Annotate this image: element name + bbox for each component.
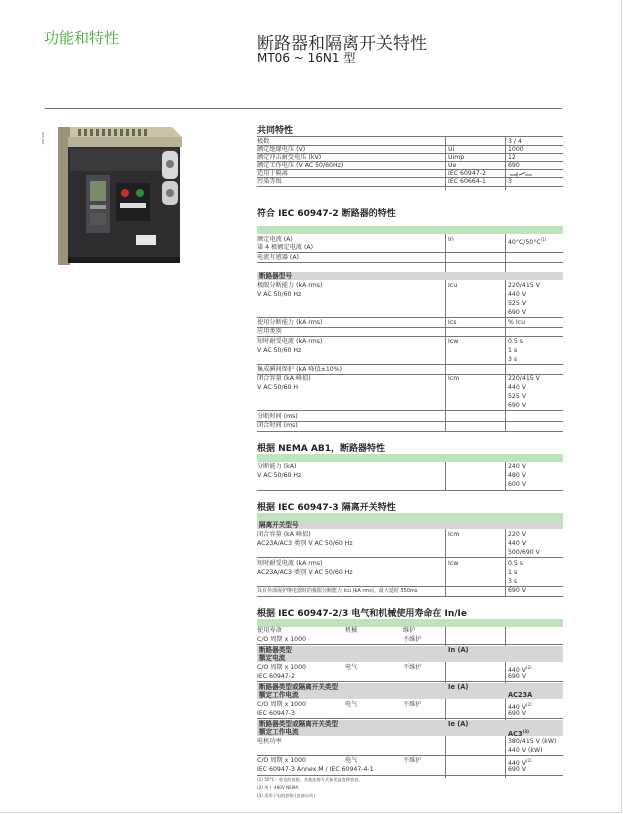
header-band bbox=[257, 226, 563, 234]
rule bbox=[257, 755, 563, 756]
iec2-heading: 符合 IEC 60947-2 断路器的特性 bbox=[257, 209, 396, 219]
row-symbol: Ue bbox=[448, 162, 457, 169]
co-cycles-label: C/O 周期 x 1000 bbox=[257, 701, 306, 708]
icw-value: 0.5 s bbox=[508, 560, 524, 567]
ext-relay-value: 690 V bbox=[508, 587, 527, 594]
header-rule bbox=[45, 108, 562, 109]
standard-label: IEC 60947-3 bbox=[257, 710, 295, 717]
nema-value: 240 V bbox=[508, 463, 527, 470]
icw-value: 3 s bbox=[508, 578, 518, 585]
rule bbox=[257, 718, 563, 719]
ac3-label: AC3$^{(3)}$ bbox=[508, 729, 529, 739]
co-cycles-label: C/O 周期 x 1000 bbox=[257, 664, 306, 671]
cb-sw-type-label: 断路器类型或隔离开关类型 bbox=[259, 720, 339, 728]
icu-sub: V AC 50/60 Hz bbox=[257, 291, 302, 298]
rule bbox=[257, 490, 563, 491]
icm-symbol: Icm bbox=[448, 375, 460, 382]
type-band bbox=[257, 646, 563, 662]
icm-symbol: Icm bbox=[448, 531, 460, 538]
col-rule bbox=[445, 462, 446, 491]
co-cycles-label: C/O 周期 x 1000 bbox=[257, 636, 306, 643]
voltage-value: 440 $V^{(2)}$ bbox=[508, 758, 532, 768]
icm-value: 440 V bbox=[508, 384, 527, 391]
ics-value: % Icu bbox=[508, 319, 525, 326]
icm-value: 440 V bbox=[508, 540, 527, 547]
no-maint-label: 不维护 bbox=[403, 757, 422, 764]
icm-sub: AC23A/AC3 类别 V AC 50/60 Hz bbox=[257, 540, 353, 547]
fourth-pole-label: 第 4 极额定电流 (A) bbox=[257, 244, 314, 251]
nema-label: 分断能力 (kA) bbox=[257, 463, 297, 470]
in-symbol: In bbox=[448, 236, 454, 243]
inst-label: 集成瞬间保护 (kA 峰值±10%) bbox=[257, 366, 343, 373]
icw-label: 短时耐受电流 (kA rms) bbox=[257, 338, 323, 345]
rule bbox=[257, 364, 563, 365]
icw-value: 1 s bbox=[508, 347, 518, 354]
row-label: 极数 bbox=[257, 138, 270, 145]
icm-value: 220 V bbox=[508, 531, 527, 538]
col-rule bbox=[505, 462, 506, 491]
circuit-breaker-photo bbox=[50, 123, 190, 268]
mech-label: 机械 bbox=[345, 627, 358, 634]
rule bbox=[257, 421, 563, 422]
rule bbox=[257, 327, 563, 328]
rule bbox=[257, 775, 563, 776]
type-heading: 断路器型号 bbox=[259, 272, 292, 280]
row-value: 1000 bbox=[508, 146, 524, 153]
rule bbox=[257, 169, 563, 170]
icw-symbol: Icw bbox=[448, 560, 459, 567]
icw-value: 3 s bbox=[508, 356, 518, 363]
voltage-value: 440 $V^{(2)}$ bbox=[508, 665, 532, 675]
no-maint-label: 不维护 bbox=[403, 636, 422, 643]
footnote: (2) 用于 480V NEMA bbox=[257, 785, 299, 790]
category-label: 应用类别 bbox=[257, 328, 282, 335]
power-value: 440 V (kW) bbox=[508, 747, 543, 754]
icw-sub: AC23A/AC3 类别 V AC 50/60 Hz bbox=[257, 569, 353, 576]
icm-value: 525 V bbox=[508, 393, 527, 400]
voltage-value: 440 $V^{(2)}$ bbox=[508, 702, 532, 712]
row-value: 690 bbox=[508, 162, 520, 169]
co-cycles-label: C/O 周期 x 1000 bbox=[257, 757, 306, 764]
col-rule bbox=[505, 234, 506, 432]
rule bbox=[257, 317, 563, 318]
icw-label: 短时耐受电流 (kA rms) bbox=[257, 560, 323, 567]
rule bbox=[257, 252, 563, 253]
common-heading: 共同特性 bbox=[257, 126, 294, 136]
cb-type-label: 断路器类型 bbox=[259, 646, 292, 654]
motor-power-label: 电机功率 bbox=[257, 738, 282, 745]
elec-label: 电气 bbox=[345, 664, 358, 671]
page-subtitle: MT06 ~ 16N1 型 bbox=[257, 51, 356, 65]
nema-value: 600 V bbox=[508, 481, 527, 488]
icu-value: 690 V bbox=[508, 309, 527, 316]
standard-label: IEC 60947-3 Annex M / IEC 60947-4-1 bbox=[257, 766, 374, 773]
rule bbox=[257, 177, 563, 178]
footnote: (1) 50°C：垂直的连接，其他连接方式参见温度降容表。 bbox=[257, 777, 363, 782]
rule bbox=[257, 186, 563, 187]
row-label: 污染等级 bbox=[257, 178, 282, 185]
rule bbox=[257, 336, 563, 337]
rule bbox=[257, 136, 563, 137]
col-rule bbox=[445, 234, 446, 432]
row-symbol: Ui bbox=[448, 146, 455, 153]
break-time-label: 分断时间 (ms) bbox=[257, 413, 298, 420]
ics-symbol: Ics bbox=[448, 319, 457, 326]
rule bbox=[257, 557, 563, 558]
rated-current-label: 额定电流 bbox=[259, 654, 286, 662]
rule bbox=[257, 410, 563, 411]
icm-sub: V AC 50/60 H bbox=[257, 384, 299, 391]
cb-sw-type-label: 断路器类型或隔离开关类型 bbox=[259, 683, 339, 691]
row-value: 3 bbox=[508, 178, 512, 185]
voltage-value: 690 V bbox=[508, 673, 527, 680]
ie-a-label: Ie (A) bbox=[448, 683, 469, 691]
icw-sub: V AC 50/60 Hz bbox=[257, 347, 302, 354]
ext-relay-label: 具有外部保护继电器时的极限分断能力 Icu (kA rms)，最大延时 350ms bbox=[257, 588, 418, 594]
life-heading: 根据 IEC 60947-2/3 电气和机械使用寿命在 In/Ie bbox=[257, 609, 467, 619]
rule bbox=[257, 596, 563, 597]
power-value: 380/415 V (kW) bbox=[508, 738, 557, 745]
rated-current-label: 额定电流 (A) bbox=[257, 236, 293, 243]
row-label: 额定工作电压 (V AC 50/60Hz) bbox=[257, 162, 344, 169]
elec-label: 电气 bbox=[345, 757, 358, 764]
icw-value: 1 s bbox=[508, 569, 518, 576]
ac23a-label: AC23A bbox=[508, 691, 533, 699]
rule bbox=[257, 644, 563, 645]
ct-label: 电流互感器 (A) bbox=[257, 254, 299, 261]
voltage-value: 690 V bbox=[508, 710, 527, 717]
rated-op-current-label: 额定工作电流 bbox=[259, 728, 299, 736]
icu-value: 220/415 V bbox=[508, 282, 540, 289]
row-symbol: Uimp bbox=[448, 154, 465, 161]
nema-heading: 根据 NEMA AB1，断路器特性 bbox=[257, 444, 385, 454]
maint-label: 维护 bbox=[403, 627, 416, 634]
icu-value: 525 V bbox=[508, 300, 527, 307]
rule bbox=[257, 681, 563, 682]
footnote: (3) 适用于电机控制 (直接启动) bbox=[257, 793, 315, 798]
header-band bbox=[257, 513, 563, 521]
row-label: 适用于隔离 bbox=[257, 170, 288, 177]
service-life-label: 使用寿命 bbox=[257, 627, 282, 634]
type-heading: 隔离开关型号 bbox=[259, 521, 299, 529]
row-symbol: IEC 60947-2 bbox=[448, 170, 486, 177]
photo-code: 056 408 bbox=[41, 132, 45, 145]
icm-value: 220/415 V bbox=[508, 375, 540, 382]
icu-value: 440 V bbox=[508, 291, 527, 298]
row-label: 额定冲击耐受电压 (kV) bbox=[257, 154, 322, 161]
icw-symbol: Icw bbox=[448, 338, 459, 345]
icu-symbol: Icu bbox=[448, 282, 458, 289]
iec3-heading: 根据 IEC 60947-3 隔离开关特性 bbox=[257, 503, 396, 513]
rule bbox=[257, 431, 563, 432]
rule bbox=[257, 262, 563, 263]
header-band bbox=[257, 454, 563, 462]
ics-label: 使用分断能力 (kA rms) bbox=[257, 319, 323, 326]
voltage-value: 690 V bbox=[508, 766, 527, 773]
temp-value: $40^\circ C/50^\circ C^{(1)}$ bbox=[508, 237, 547, 247]
header-band bbox=[257, 619, 563, 627]
row-symbol: IEC 60664-1 bbox=[448, 178, 486, 185]
icu-label: 极限分断能力 (kA rms) bbox=[257, 282, 323, 289]
icm-value: 500/690 V bbox=[508, 549, 540, 556]
close-time-label: 闭合时间 (ms) bbox=[257, 422, 298, 429]
nema-value: 480 V bbox=[508, 472, 527, 479]
icm-label: 闭合容量 (kA 峰值) bbox=[257, 531, 311, 538]
icm-label: 闭合容量 (kA 峰值) bbox=[257, 375, 311, 382]
row-value: 12 bbox=[508, 154, 516, 161]
elec-label: 电气 bbox=[345, 701, 358, 708]
in-a-label: In (A) bbox=[448, 646, 469, 654]
type-band bbox=[257, 272, 563, 280]
row-label: 额定绝缘电压 (V) bbox=[257, 146, 306, 153]
rated-op-current-label: 额定工作电流 bbox=[259, 691, 299, 699]
standard-label: IEC 60947-2 bbox=[257, 673, 295, 680]
no-maint-label: 不维护 bbox=[403, 701, 422, 708]
row-value: 3 / 4 bbox=[508, 138, 522, 145]
no-maint-label: 不维护 bbox=[403, 664, 422, 671]
page-title: 断路器和隔离开关特性 bbox=[257, 34, 427, 54]
icw-value: 0.5 s bbox=[508, 338, 524, 345]
type-band bbox=[257, 521, 563, 529]
icm-value: 690 V bbox=[508, 402, 527, 409]
nema-sub: V AC 50/60 Hz bbox=[257, 472, 302, 479]
ie-a-label: Ie (A) bbox=[448, 720, 469, 728]
section-title: 功能和特性 bbox=[44, 29, 120, 47]
